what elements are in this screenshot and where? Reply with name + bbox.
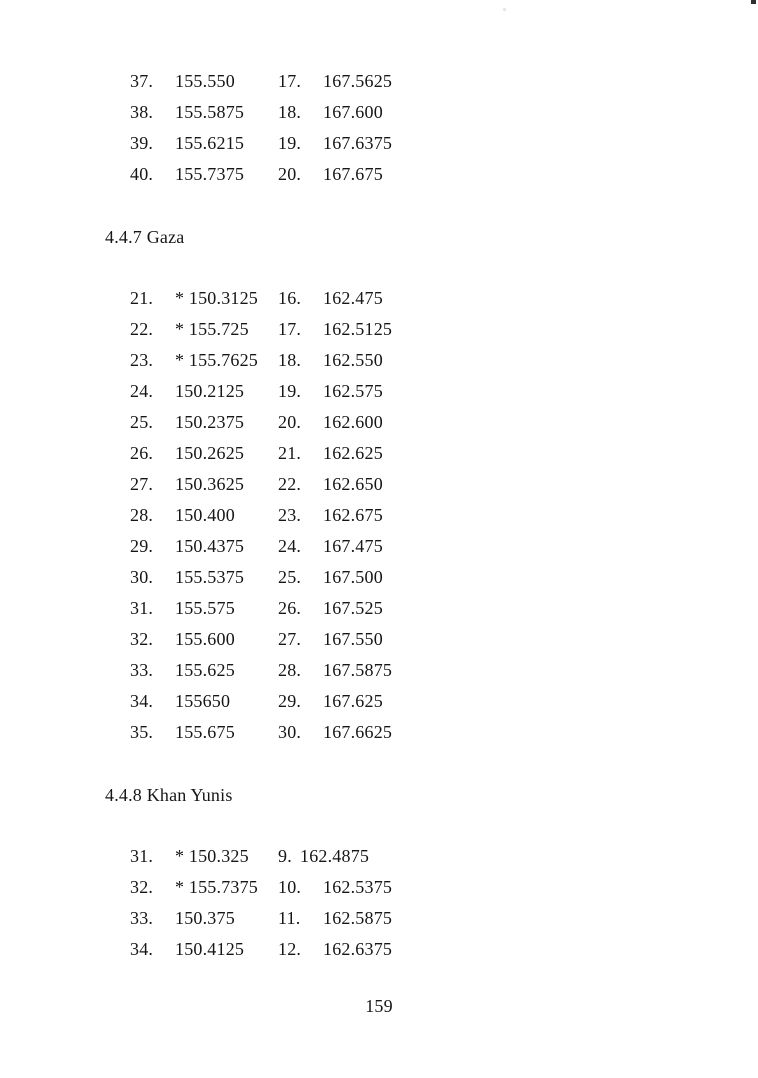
item-number-col1: 28. [130,505,154,525]
table-row [130,345,758,376]
item-number-col1: 35. [130,722,154,742]
frequency-value-col1: * 150.325 [175,846,249,866]
item-number-col1: 21. [130,288,154,308]
item-number-col2: 21. [278,443,302,463]
item-number-col1: 31. [130,598,154,618]
item-number-col1: 33. [130,660,154,680]
table-row [130,283,758,314]
frequency-value-col1: 150.2625 [175,443,245,463]
table-row [130,376,758,407]
item-number-col1: 34. [130,939,154,959]
item-number-col1: 29. [130,536,154,556]
item-number-col2: 18. [278,102,302,122]
frequency-value-col1: 155.5875 [175,102,245,122]
frequency-value-col2: 167.525 [323,598,383,618]
item-number-col1: 37. [130,71,154,91]
item-number-col1: 38. [130,102,154,122]
frequency-value-col2: 167.675 [323,164,383,184]
frequency-value-col2: 162.600 [323,412,383,432]
item-number-col2: 25. [278,567,302,587]
table-row [130,686,758,717]
item-number-col2: 18. [278,350,302,370]
item-number-col1: 31. [130,846,154,866]
frequency-value-col1: 155.7375 [175,164,245,184]
section-khan-yunis [0,780,758,965]
frequency-list [0,841,758,965]
frequency-value-col1: 155650 [175,691,231,711]
frequency-value-col1: * 155.7625 [175,350,258,370]
table-row [130,128,758,159]
frequency-value-col2: 162.575 [323,381,383,401]
item-number-col2: 22. [278,474,302,494]
page-number: 159 [365,996,393,1016]
frequency-value-col1: 155.5375 [175,567,245,587]
frequency-value-col2: 162.5375 [323,877,393,897]
table-row [130,97,758,128]
frequency-value-col1: 150.4125 [175,939,245,959]
table-row [130,624,758,655]
frequency-value-col2: 162.4875 [300,846,370,866]
section-list-continued [0,66,758,190]
frequency-value-col1: * 155.7375 [175,877,258,897]
frequency-value-col1: 155.600 [175,629,235,649]
table-row [130,841,758,872]
section-gaza [0,222,758,748]
table-row [130,717,758,748]
item-number-col2: 16. [278,288,302,308]
frequency-value-col2: 167.600 [323,102,383,122]
item-number-col2: 12. [278,939,302,959]
frequency-value-col2: 167.500 [323,567,383,587]
item-number-col1: 27. [130,474,154,494]
frequency-value-col1: 150.2375 [175,412,245,432]
item-number-col2: 23. [278,505,302,525]
frequency-value-col2: 162.550 [323,350,383,370]
item-number-col1: 34. [130,691,154,711]
frequency-value-col1: 155.575 [175,598,235,618]
item-number-col2: 17. [278,71,302,91]
section-heading: 4.4.7 Gaza [105,227,185,247]
item-number-col2: 10. [278,877,302,897]
table-row [130,500,758,531]
frequency-value-col2: 167.6375 [323,133,393,153]
table-row [130,159,758,190]
item-number-col2: 20. [278,412,302,432]
table-row [130,934,758,965]
item-number-col2: 27. [278,629,302,649]
item-number-col1: 26. [130,443,154,463]
item-number-col2: 19. [278,133,302,153]
frequency-value-col1: 155.550 [175,71,235,91]
table-row [130,438,758,469]
table-row [130,469,758,500]
item-number-col2: 9. [278,846,292,866]
frequency-value-col2: 162.6375 [323,939,393,959]
item-number-col2: 26. [278,598,302,618]
sections [0,66,758,965]
table-row [130,593,758,624]
frequency-value-col2: 162.675 [323,505,383,525]
frequency-value-col2: 167.550 [323,629,383,649]
item-number-col2: 24. [278,536,302,556]
frequency-value-col1: * 150.3125 [175,288,258,308]
frequency-value-col2: 162.475 [323,288,383,308]
item-number-col1: 32. [130,877,154,897]
frequency-value-col2: 167.5875 [323,660,393,680]
scan-artifact-corner [751,0,756,4]
table-row [130,903,758,934]
frequency-value-col2: 167.5625 [323,71,393,91]
frequency-value-col2: 162.5125 [323,319,393,339]
frequency-value-col1: 155.6215 [175,133,245,153]
table-row [130,655,758,686]
item-number-col2: 19. [278,381,302,401]
frequency-value-col1: * 155.725 [175,319,249,339]
frequency-value-col2: 162.650 [323,474,383,494]
item-number-col1: 23. [130,350,154,370]
frequency-value-col1: 155.625 [175,660,235,680]
frequency-list [0,66,758,190]
frequency-value-col2: 167.625 [323,691,383,711]
item-number-col2: 11. [278,908,301,928]
table-row [130,314,758,345]
frequency-value-col2: 162.625 [323,443,383,463]
scan-speck [503,8,506,11]
item-number-col1: 30. [130,567,154,587]
item-number-col1: 25. [130,412,154,432]
table-row [130,562,758,593]
section-heading: 4.4.8 Khan Yunis [105,785,233,805]
frequency-value-col1: 150.375 [175,908,235,928]
frequency-value-col1: 150.3625 [175,474,245,494]
item-number-col2: 28. [278,660,302,680]
table-row [130,407,758,438]
frequency-list [0,283,758,748]
frequency-value-col1: 150.400 [175,505,235,525]
item-number-col2: 17. [278,319,302,339]
item-number-col1: 40. [130,164,154,184]
item-number-col1: 32. [130,629,154,649]
frequency-value-col2: 167.6625 [323,722,393,742]
frequency-value-col2: 167.475 [323,536,383,556]
item-number-col1: 22. [130,319,154,339]
item-number-col2: 30. [278,722,302,742]
table-row [130,66,758,97]
item-number-col1: 33. [130,908,154,928]
item-number-col2: 29. [278,691,302,711]
item-number-col1: 39. [130,133,154,153]
frequency-value-col1: 150.4375 [175,536,245,556]
table-row [130,872,758,903]
frequency-value-col1: 150.2125 [175,381,245,401]
table-row [130,531,758,562]
item-number-col2: 20. [278,164,302,184]
item-number-col1: 24. [130,381,154,401]
frequency-value-col1: 155.675 [175,722,235,742]
frequency-value-col2: 162.5875 [323,908,393,928]
